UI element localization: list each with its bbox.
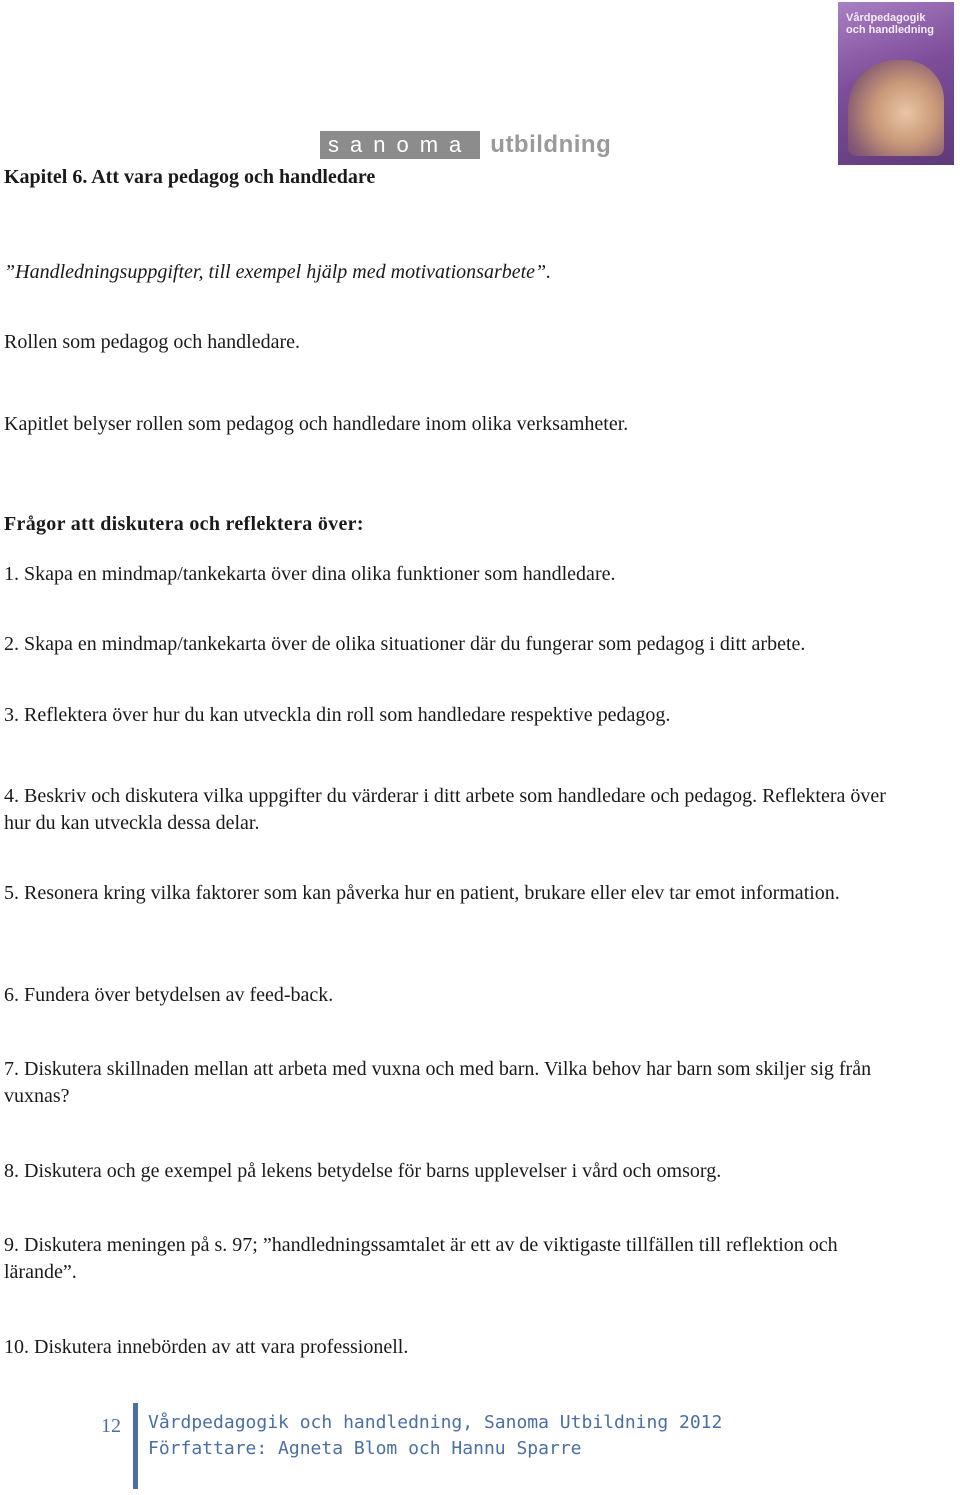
question-7: 7. Diskutera skillnaden mellan att arbeta med vuxna och med barn. Vilka behov har barn som skiljer sig från vuxnas? [4,1058,872,1107]
page-number: 12 [101,1415,121,1437]
sanoma-utbildning-logo [320,131,611,159]
question-6: 6. Fundera över betydelsen av feed-back. [4,984,334,1006]
footer-authors: Författare: Agneta Blom och Hannu Sparre [148,1438,582,1459]
chapter-title: Kapitel 6. Att vara pedagog och handledare [4,166,376,188]
lead-quote: ”Handledningsuppgifter, till exempel hjälp med motivationsarbete”. [4,261,552,283]
question-10: 10. Diskutera innebörden av att vara professionell. [4,1336,409,1358]
question-8: 8. Diskutera och ge exempel på lekens betydelse för barns upplevelser i vård och omsorg. [4,1160,722,1182]
cover-photo [848,60,944,156]
question-5: 5. Resonera kring vilka faktorer som kan påverka hur en patient, brukare eller elev tar emot information. [4,882,840,904]
footer-divider [133,1403,138,1489]
question-4: 4. Beskriv och diskutera vilka uppgifter du värderar i ditt arbete som handledare och pedagog. Reflektera över hur du kan utveckla dessa delar. [4,785,886,834]
book-cover-image [838,2,954,165]
question-1: 1. Skapa en mindmap/tankekarta över dina olika funktioner som handledare. [4,563,616,585]
footer-publication: Vårdpedagogik och handledning, Sanoma Utbildning 2012 [148,1412,723,1433]
book-cover-title: Vårdpedagogik och handledning [846,12,934,36]
questions-heading: Frågor att diskutera och reflektera över: [4,513,364,535]
question-3: 3. Reflektera över hur du kan utveckla din roll som handledare respektive pedagog. [4,704,671,726]
role-line: Rollen som pedagog och handledare. [4,331,301,353]
logo-word: utbildning [490,131,612,158]
question-9: 9. Diskutera meningen på s. 97; ”handledningssamtalet är ett av de viktigaste tillfällen till reflektion och lärande”. [4,1234,838,1283]
question-2: 2. Skapa en mindmap/tankekarta över de olika situationer där du fungerar som pedagog i ditt arbete. [4,633,806,655]
logo-boxed-word: sanoma [320,131,480,159]
intro-paragraph: Kapitlet belyser rollen som pedagog och handledare inom olika verksamheter. [4,413,629,435]
